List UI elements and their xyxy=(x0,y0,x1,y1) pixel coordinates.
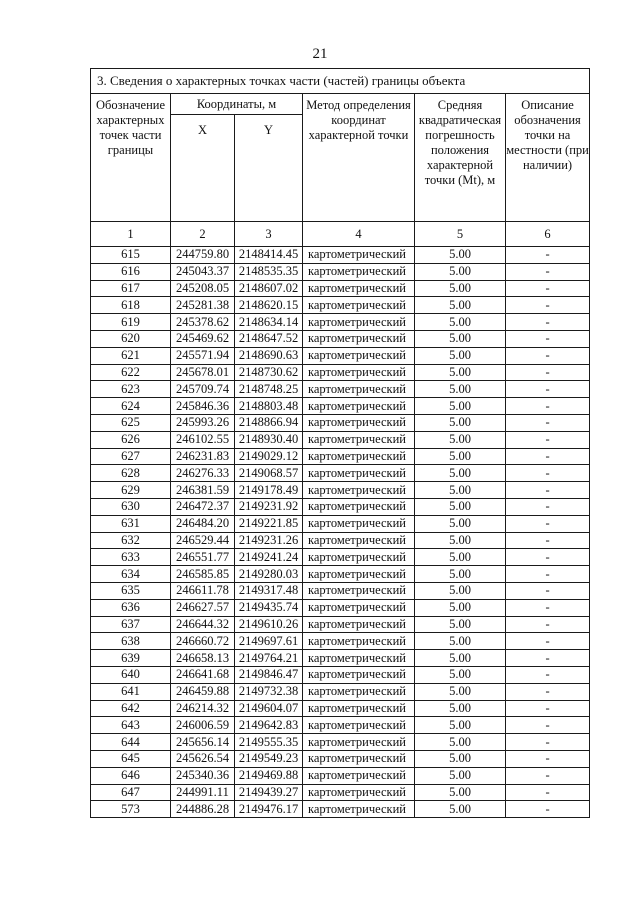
header-method: Метод определения координат характерной точки xyxy=(303,94,415,222)
table-row xyxy=(91,566,590,583)
point-id-cell: 616 xyxy=(91,263,171,280)
y-coordinate-cell: 2149068.57 xyxy=(235,465,303,482)
description-cell: - xyxy=(506,280,590,297)
description-cell: - xyxy=(506,700,590,717)
table-row xyxy=(91,482,590,499)
description-cell: - xyxy=(506,414,590,431)
table-row xyxy=(91,398,590,415)
method-cell: картометрический xyxy=(303,515,415,532)
table-row xyxy=(91,498,590,515)
table-row xyxy=(91,347,590,364)
y-coordinate-cell: 2149642.83 xyxy=(235,717,303,734)
method-cell: картометрический xyxy=(303,633,415,650)
table-row xyxy=(91,465,590,482)
y-coordinate-cell: 2149476.17 xyxy=(235,801,303,818)
error-cell: 5.00 xyxy=(415,666,506,683)
table-row xyxy=(91,280,590,297)
table-row xyxy=(91,297,590,314)
description-cell: - xyxy=(506,633,590,650)
x-coordinate-cell: 246627.57 xyxy=(171,599,235,616)
point-id-cell: 621 xyxy=(91,347,171,364)
description-cell: - xyxy=(506,247,590,264)
method-cell: картометрический xyxy=(303,414,415,431)
table-row xyxy=(91,431,590,448)
point-id-cell: 615 xyxy=(91,247,171,264)
description-cell: - xyxy=(506,515,590,532)
column-number: 4 xyxy=(303,222,415,247)
method-cell: картометрический xyxy=(303,465,415,482)
point-id-cell: 632 xyxy=(91,532,171,549)
method-cell: картометрический xyxy=(303,532,415,549)
error-cell: 5.00 xyxy=(415,566,506,583)
error-cell: 5.00 xyxy=(415,465,506,482)
point-id-cell: 645 xyxy=(91,750,171,767)
point-id-cell: 620 xyxy=(91,330,171,347)
table-row xyxy=(91,650,590,667)
x-coordinate-cell: 246484.20 xyxy=(171,515,235,532)
y-coordinate-cell: 2149439.27 xyxy=(235,784,303,801)
column-number: 3 xyxy=(235,222,303,247)
description-cell: - xyxy=(506,448,590,465)
x-coordinate-cell: 246459.88 xyxy=(171,683,235,700)
table-row xyxy=(91,330,590,347)
x-coordinate-cell: 244991.11 xyxy=(171,784,235,801)
method-cell: картометрический xyxy=(303,801,415,818)
description-cell: - xyxy=(506,582,590,599)
y-coordinate-cell: 2149610.26 xyxy=(235,616,303,633)
error-cell: 5.00 xyxy=(415,347,506,364)
point-id-cell: 638 xyxy=(91,633,171,650)
x-coordinate-cell: 246644.32 xyxy=(171,616,235,633)
point-id-cell: 636 xyxy=(91,599,171,616)
table-row xyxy=(91,784,590,801)
point-id-cell: 630 xyxy=(91,498,171,515)
method-cell: картометрический xyxy=(303,599,415,616)
description-cell: - xyxy=(506,650,590,667)
description-cell: - xyxy=(506,801,590,818)
x-coordinate-cell: 246551.77 xyxy=(171,549,235,566)
point-id-cell: 623 xyxy=(91,381,171,398)
method-cell: картометрический xyxy=(303,381,415,398)
error-cell: 5.00 xyxy=(415,683,506,700)
y-coordinate-cell: 2149732.38 xyxy=(235,683,303,700)
table-row xyxy=(91,616,590,633)
error-cell: 5.00 xyxy=(415,582,506,599)
error-cell: 5.00 xyxy=(415,263,506,280)
method-cell: картометрический xyxy=(303,549,415,566)
x-coordinate-cell: 245340.36 xyxy=(171,767,235,784)
error-cell: 5.00 xyxy=(415,549,506,566)
table-row xyxy=(91,364,590,381)
error-cell: 5.00 xyxy=(415,364,506,381)
error-cell: 5.00 xyxy=(415,700,506,717)
method-cell: картометрический xyxy=(303,482,415,499)
error-cell: 5.00 xyxy=(415,599,506,616)
description-cell: - xyxy=(506,314,590,331)
description-cell: - xyxy=(506,566,590,583)
header-x: X xyxy=(171,115,235,222)
error-cell: 5.00 xyxy=(415,297,506,314)
table-row xyxy=(91,549,590,566)
table-row xyxy=(91,414,590,431)
x-coordinate-cell: 246231.83 xyxy=(171,448,235,465)
point-id-cell: 629 xyxy=(91,482,171,499)
error-cell: 5.00 xyxy=(415,398,506,415)
table-row xyxy=(91,263,590,280)
x-coordinate-cell: 245709.74 xyxy=(171,381,235,398)
column-number: 5 xyxy=(415,222,506,247)
y-coordinate-cell: 2149469.88 xyxy=(235,767,303,784)
method-cell: картометрический xyxy=(303,314,415,331)
point-id-cell: 640 xyxy=(91,666,171,683)
x-coordinate-cell: 245993.26 xyxy=(171,414,235,431)
error-cell: 5.00 xyxy=(415,734,506,751)
x-coordinate-cell: 246214.32 xyxy=(171,700,235,717)
error-cell: 5.00 xyxy=(415,414,506,431)
x-coordinate-cell: 245378.62 xyxy=(171,314,235,331)
description-cell: - xyxy=(506,666,590,683)
y-coordinate-cell: 2149549.23 xyxy=(235,750,303,767)
table-row xyxy=(91,532,590,549)
header-y: Y xyxy=(235,115,303,222)
description-cell: - xyxy=(506,431,590,448)
description-cell: - xyxy=(506,297,590,314)
y-coordinate-cell: 2149280.03 xyxy=(235,566,303,583)
y-coordinate-cell: 2148535.35 xyxy=(235,263,303,280)
method-cell: картометрический xyxy=(303,650,415,667)
method-cell: картометрический xyxy=(303,566,415,583)
y-coordinate-cell: 2148730.62 xyxy=(235,364,303,381)
method-cell: картометрический xyxy=(303,263,415,280)
error-cell: 5.00 xyxy=(415,498,506,515)
error-cell: 5.00 xyxy=(415,616,506,633)
point-id-cell: 635 xyxy=(91,582,171,599)
table-row xyxy=(91,717,590,734)
error-cell: 5.00 xyxy=(415,381,506,398)
method-cell: картометрический xyxy=(303,347,415,364)
method-cell: картометрический xyxy=(303,330,415,347)
x-coordinate-cell: 246381.59 xyxy=(171,482,235,499)
table-row xyxy=(91,599,590,616)
method-cell: картометрический xyxy=(303,431,415,448)
x-coordinate-cell: 246529.44 xyxy=(171,532,235,549)
header-error: Средняя квадратическая погрешность положения характерной точки (Mt), м xyxy=(415,94,506,222)
method-cell: картометрический xyxy=(303,767,415,784)
y-coordinate-cell: 2148866.94 xyxy=(235,414,303,431)
method-cell: картометрический xyxy=(303,784,415,801)
error-cell: 5.00 xyxy=(415,482,506,499)
y-coordinate-cell: 2149231.26 xyxy=(235,532,303,549)
x-coordinate-cell: 245571.94 xyxy=(171,347,235,364)
table-row xyxy=(91,247,590,264)
header-point: Обозначение характерных точек части границы xyxy=(91,94,171,222)
point-id-cell: 634 xyxy=(91,566,171,583)
y-coordinate-cell: 2148647.52 xyxy=(235,330,303,347)
error-cell: 5.00 xyxy=(415,633,506,650)
error-cell: 5.00 xyxy=(415,767,506,784)
x-coordinate-cell: 246276.33 xyxy=(171,465,235,482)
x-coordinate-cell: 245846.36 xyxy=(171,398,235,415)
x-coordinate-cell: 245208.05 xyxy=(171,280,235,297)
method-cell: картометрический xyxy=(303,750,415,767)
point-id-cell: 624 xyxy=(91,398,171,415)
description-cell: - xyxy=(506,734,590,751)
description-cell: - xyxy=(506,381,590,398)
method-cell: картометрический xyxy=(303,364,415,381)
point-id-cell: 625 xyxy=(91,414,171,431)
point-id-cell: 644 xyxy=(91,734,171,751)
point-id-cell: 617 xyxy=(91,280,171,297)
point-id-cell: 639 xyxy=(91,650,171,667)
method-cell: картометрический xyxy=(303,280,415,297)
method-cell: картометрический xyxy=(303,616,415,633)
method-cell: картометрический xyxy=(303,734,415,751)
description-cell: - xyxy=(506,616,590,633)
x-coordinate-cell: 246658.13 xyxy=(171,650,235,667)
x-coordinate-cell: 246102.55 xyxy=(171,431,235,448)
table-row xyxy=(91,381,590,398)
method-cell: картометрический xyxy=(303,297,415,314)
point-id-cell: 627 xyxy=(91,448,171,465)
description-cell: - xyxy=(506,263,590,280)
y-coordinate-cell: 2149221.85 xyxy=(235,515,303,532)
x-coordinate-cell: 246472.37 xyxy=(171,498,235,515)
description-cell: - xyxy=(506,767,590,784)
x-coordinate-cell: 245678.01 xyxy=(171,364,235,381)
table-row xyxy=(91,666,590,683)
table-row xyxy=(91,700,590,717)
y-coordinate-cell: 2148607.02 xyxy=(235,280,303,297)
description-cell: - xyxy=(506,683,590,700)
page-number: 21 xyxy=(312,46,328,62)
y-coordinate-cell: 2148414.45 xyxy=(235,247,303,264)
error-cell: 5.00 xyxy=(415,750,506,767)
description-cell: - xyxy=(506,498,590,515)
column-number: 1 xyxy=(91,222,171,247)
description-cell: - xyxy=(506,717,590,734)
error-cell: 5.00 xyxy=(415,532,506,549)
point-id-cell: 618 xyxy=(91,297,171,314)
error-cell: 5.00 xyxy=(415,650,506,667)
x-coordinate-cell: 246585.85 xyxy=(171,566,235,583)
table-row xyxy=(91,448,590,465)
method-cell: картометрический xyxy=(303,247,415,264)
point-id-cell: 633 xyxy=(91,549,171,566)
method-cell: картометрический xyxy=(303,717,415,734)
error-cell: 5.00 xyxy=(415,314,506,331)
table-row xyxy=(91,801,590,818)
error-cell: 5.00 xyxy=(415,717,506,734)
y-coordinate-cell: 2148690.63 xyxy=(235,347,303,364)
description-cell: - xyxy=(506,549,590,566)
x-coordinate-cell: 244759.80 xyxy=(171,247,235,264)
point-id-cell: 622 xyxy=(91,364,171,381)
y-coordinate-cell: 2148634.14 xyxy=(235,314,303,331)
point-id-cell: 628 xyxy=(91,465,171,482)
header-coordinates: Координаты, м xyxy=(171,94,303,115)
table-row xyxy=(91,582,590,599)
x-coordinate-cell: 246611.78 xyxy=(171,582,235,599)
boundary-points-table xyxy=(90,68,590,818)
y-coordinate-cell: 2149435.74 xyxy=(235,599,303,616)
table-row xyxy=(91,683,590,700)
x-coordinate-cell: 246660.72 xyxy=(171,633,235,650)
x-coordinate-cell: 244886.28 xyxy=(171,801,235,818)
x-coordinate-cell: 245043.37 xyxy=(171,263,235,280)
point-id-cell: 626 xyxy=(91,431,171,448)
method-cell: картометрический xyxy=(303,582,415,599)
table-row xyxy=(91,314,590,331)
y-coordinate-cell: 2149555.35 xyxy=(235,734,303,751)
y-coordinate-cell: 2149846.47 xyxy=(235,666,303,683)
y-coordinate-cell: 2149317.48 xyxy=(235,582,303,599)
table-body xyxy=(91,247,590,818)
error-cell: 5.00 xyxy=(415,784,506,801)
description-cell: - xyxy=(506,750,590,767)
point-id-cell: 647 xyxy=(91,784,171,801)
description-cell: - xyxy=(506,330,590,347)
table-row xyxy=(91,515,590,532)
description-cell: - xyxy=(506,482,590,499)
y-coordinate-cell: 2149029.12 xyxy=(235,448,303,465)
error-cell: 5.00 xyxy=(415,330,506,347)
y-coordinate-cell: 2148930.40 xyxy=(235,431,303,448)
error-cell: 5.00 xyxy=(415,431,506,448)
method-cell: картометрический xyxy=(303,448,415,465)
y-coordinate-cell: 2149178.49 xyxy=(235,482,303,499)
description-cell: - xyxy=(506,398,590,415)
error-cell: 5.00 xyxy=(415,515,506,532)
method-cell: картометрический xyxy=(303,683,415,700)
point-id-cell: 646 xyxy=(91,767,171,784)
table-row xyxy=(91,767,590,784)
y-coordinate-cell: 2149231.92 xyxy=(235,498,303,515)
y-coordinate-cell: 2148620.15 xyxy=(235,297,303,314)
x-coordinate-cell: 245626.54 xyxy=(171,750,235,767)
table-row xyxy=(91,734,590,751)
point-id-cell: 641 xyxy=(91,683,171,700)
column-number: 2 xyxy=(171,222,235,247)
y-coordinate-cell: 2149604.07 xyxy=(235,700,303,717)
y-coordinate-cell: 2149241.24 xyxy=(235,549,303,566)
description-cell: - xyxy=(506,364,590,381)
error-cell: 5.00 xyxy=(415,247,506,264)
y-coordinate-cell: 2149697.61 xyxy=(235,633,303,650)
error-cell: 5.00 xyxy=(415,280,506,297)
x-coordinate-cell: 245281.38 xyxy=(171,297,235,314)
description-cell: - xyxy=(506,532,590,549)
x-coordinate-cell: 245469.62 xyxy=(171,330,235,347)
point-id-cell: 637 xyxy=(91,616,171,633)
point-id-cell: 631 xyxy=(91,515,171,532)
method-cell: картометрический xyxy=(303,666,415,683)
point-id-cell: 619 xyxy=(91,314,171,331)
point-id-cell: 573 xyxy=(91,801,171,818)
y-coordinate-cell: 2149764.21 xyxy=(235,650,303,667)
point-id-cell: 642 xyxy=(91,700,171,717)
error-cell: 5.00 xyxy=(415,448,506,465)
method-cell: картометрический xyxy=(303,498,415,515)
x-coordinate-cell: 246006.59 xyxy=(171,717,235,734)
description-cell: - xyxy=(506,599,590,616)
column-number: 6 xyxy=(506,222,590,247)
error-cell: 5.00 xyxy=(415,801,506,818)
y-coordinate-cell: 2148748.25 xyxy=(235,381,303,398)
table-row xyxy=(91,750,590,767)
description-cell: - xyxy=(506,784,590,801)
description-cell: - xyxy=(506,347,590,364)
table-row xyxy=(91,633,590,650)
method-cell: картометрический xyxy=(303,700,415,717)
point-id-cell: 643 xyxy=(91,717,171,734)
header-description: Описание обозначения точки на местности (при наличии) xyxy=(506,94,590,222)
x-coordinate-cell: 246641.68 xyxy=(171,666,235,683)
method-cell: картометрический xyxy=(303,398,415,415)
column-number-row xyxy=(91,222,590,247)
description-cell: - xyxy=(506,465,590,482)
x-coordinate-cell: 245656.14 xyxy=(171,734,235,751)
section-title: 3. Сведения о характерных точках части (частей) границы объекта xyxy=(91,69,590,94)
y-coordinate-cell: 2148803.48 xyxy=(235,398,303,415)
